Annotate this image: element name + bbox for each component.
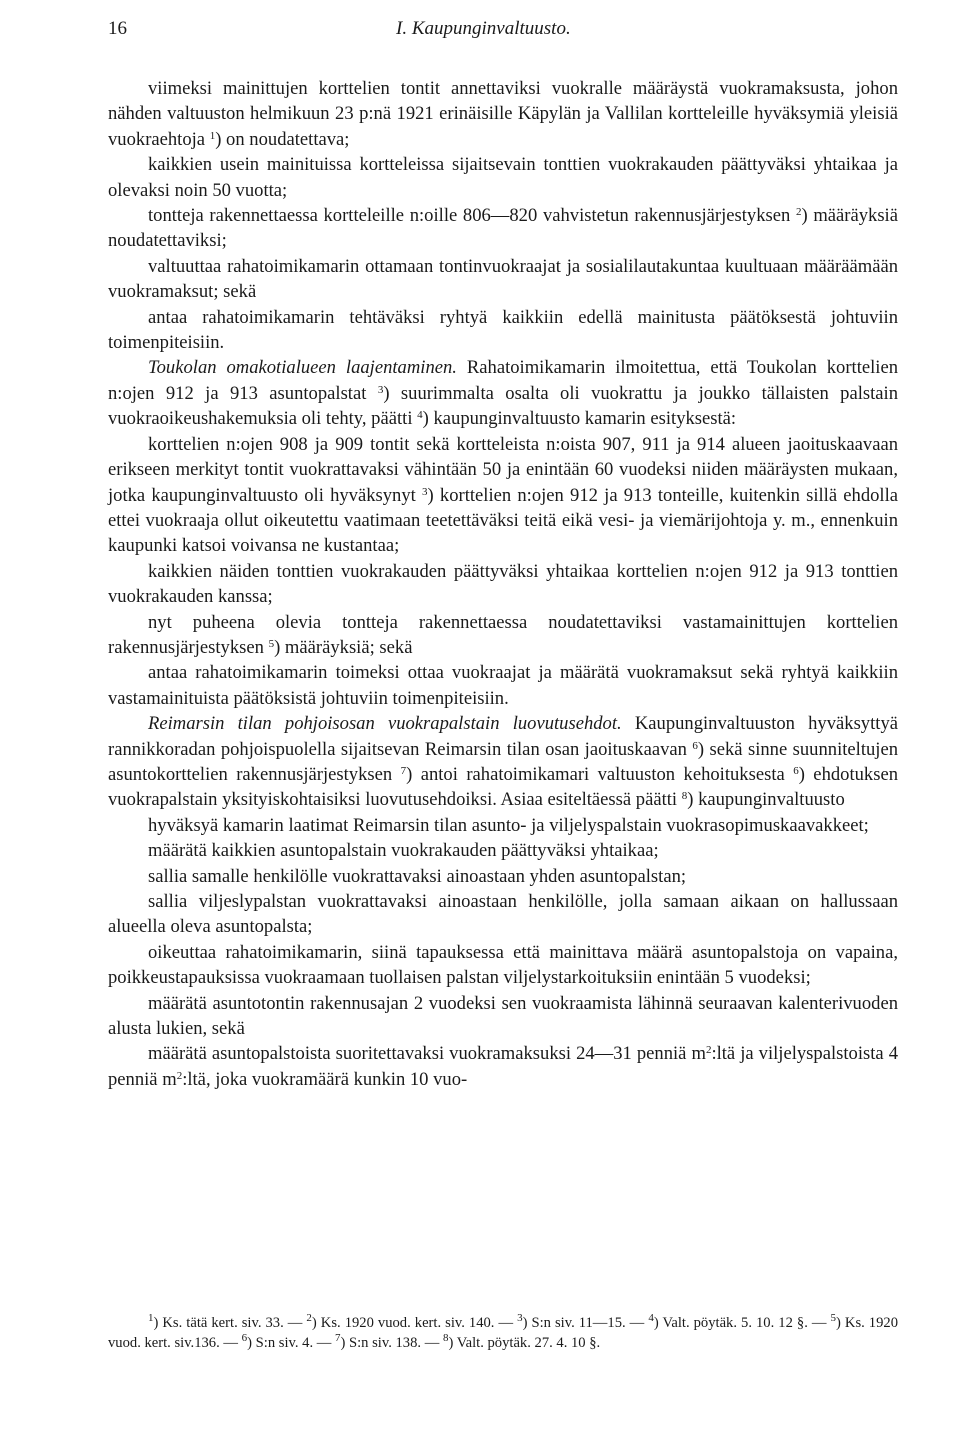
footnote-close: ) <box>247 1334 256 1351</box>
footnote-ref: 2 <box>176 1069 183 1082</box>
text-run: korttelien n:ojen 908 ja 909 tontit sekä kortteleista n:oista 907, 911 ja 914 alueen jaoituskaavaan erikseen merkityt tontit vuokrattavaksi vähintään 50 ja enintään 60 vuodeksi niiden määräysten mukaan, jotka kaupunginvaltuusto oli hyväksynyt <box>108 433 898 506</box>
footnote-ref: 7 <box>400 764 407 777</box>
text-run: ) antoi rahatoimikamari valtuuston kehoituksesta <box>406 763 794 785</box>
paragraph <box>108 203 898 254</box>
text-run: ) sekä sinne suunniteltujen asuntokorttelien rakennusjärjestyksen <box>108 738 898 785</box>
paragraph <box>108 711 898 813</box>
footnotes <box>108 1314 898 1353</box>
text-run: ) suurimmalta osalta oli vuokrattu ja joukko tällaisten palstain vuokraoikeushakemuksia oli tehty, päätti <box>108 382 899 430</box>
footnote-ref: 3 <box>377 383 384 396</box>
footnote-marker: 6 <box>241 1331 248 1344</box>
footnote-text: S:n siv. 138. — <box>349 1334 443 1351</box>
text-run: :ltä, joka vuokramäärä kunkin 10 vuo- <box>182 1068 468 1090</box>
paragraph <box>108 864 898 889</box>
text-run: Kaupunginvaltuuston hyväksyttyä rannikkoradan pohjoispuolella sijaitsevan Reimarsin tilan osan jaoituskaavan <box>108 713 898 760</box>
text-run: kaikkien näiden tonttien vuokrakauden päättyväksi yhtaikaa korttelien n:ojen 912 ja 913 tonttien vuokrakauden kanssa; <box>108 560 898 608</box>
paragraph <box>108 254 898 305</box>
footnote-close: ) <box>311 1315 321 1331</box>
text-run: määrätä asuntotontin rakennusajan 2 vuodeksi sen vuokraamista lähinnä seuraavan kalenterivuoden alusta lukien, sekä <box>108 992 898 1040</box>
footnote-close: ) <box>836 1315 845 1331</box>
paragraph <box>108 660 898 711</box>
paragraph <box>108 76 898 152</box>
footnote-ref: 1 <box>209 129 216 142</box>
footnote-ref: 2 <box>795 206 802 219</box>
footnote-marker: 7 <box>335 1331 341 1344</box>
paragraph <box>108 991 898 1042</box>
text-run: :ltä ja viljelyspalstoista 4 penniä m <box>108 1043 898 1090</box>
footnote-marker: 3 <box>517 1312 523 1324</box>
footnote-marker: 2 <box>306 1312 312 1324</box>
footnote-text: Valt. pöytäk. 5. 10. 12 §. — <box>662 1315 831 1331</box>
footnote-close: ) <box>153 1315 163 1331</box>
footnote-text: Ks. tätä kert. siv. 33. — <box>162 1315 307 1331</box>
paragraph <box>108 813 898 838</box>
paragraph <box>108 432 898 559</box>
footnote-block <box>108 1314 898 1353</box>
footnote-text: S:n siv. 11—15. — <box>531 1315 649 1331</box>
paragraph <box>108 559 898 610</box>
text-run: antaa rahatoimikamarin toimeksi ottaa vuokraajat ja määrätä vuokramaksut sekä ryhtyä kaikkiin vastamainituista päätöksistä johtuviin toimenpiteisiin. <box>108 662 898 709</box>
section-heading: Toukolan omakotialueen laajentaminen. <box>148 357 457 379</box>
paragraph <box>108 940 898 991</box>
footnote-marker: 5 <box>830 1312 837 1324</box>
footnote-text: Ks. 1920 vuod. kert. siv. 140. — <box>320 1315 518 1331</box>
footnote-ref: 6 <box>692 739 698 752</box>
text-run: sallia viljeslypalstan vuokrattavaksi ainoastaan henkilölle, jolla samaan aikaan on hallussaan alueella oleva asuntopalsta; <box>108 891 898 938</box>
footnote-ref: 6 <box>793 764 799 777</box>
paragraph <box>108 152 898 203</box>
text-run: nyt puheena olevia tontteja rakennettaessa noudatettaviksi vastamainittujen korttelien rakennusjärjestyksen <box>108 611 898 658</box>
text-run: ) korttelien n:ojen 912 ja 913 tonteille, kuitenkin sillä ehdolla ettei vuokraaja ollut oikeutettu vaatimaan teetettäväksi teitä eikä vesi- ja viemärijohtoja y. m., ennenkuin kaupunki katsoi voivansa ne kustantaa; <box>108 484 899 557</box>
page-number: 16 <box>108 18 127 39</box>
text-run: ) määräyksiä; sekä <box>274 636 413 658</box>
footnote-marker: 8 <box>442 1331 449 1344</box>
text-run: valtuuttaa rahatoimikamarin ottamaan tontinvuokraajat ja sosialilautakuntaa kuultuaan määräämään vuokramaksut; sekä <box>108 255 898 303</box>
text-run: ) ehdotuksen vuokrapalstain yksityiskohtaisiksi luovutusehdoiksi. Asiaa esiteltäessä päätti <box>108 763 898 811</box>
text-run: kaikkien usein mainituissa kortteleissa sijaitsevain tonttien vuokrakauden päättyväksi yhtaikaa ja olevaksi noin 50 vuotta; <box>108 154 898 201</box>
paragraph <box>108 610 898 661</box>
paragraph <box>108 305 898 356</box>
text-run: tontteja rakennettaessa kortteleille n:oille 806—820 vahvistetun rakennusjärjestyksen <box>148 205 796 227</box>
text-run: antaa rahatoimikamarin tehtäväksi ryhtyä kaikkiin edellä mainitusta päätöksestä johtuviin toimenpiteisiin. <box>108 306 898 354</box>
footnote-ref: 3 <box>422 485 428 498</box>
text-run: Rahatoimikamarin ilmoitettua, että Toukolan korttelien n:ojen 912 ja 913 asuntopalstat <box>108 357 899 404</box>
footnote-close: ) <box>448 1334 457 1351</box>
footnote-ref: 2 <box>705 1044 712 1057</box>
text-run: oikeuttaa rahatoimikamarin, siinä tapauksessa että mainittava määrä asuntopalstoja on vapaina, poikkeustapauksissa vuokraamaan tuollaisen palstan viljelystarkoituksiin enintään 5 vuodeksi; <box>108 941 898 989</box>
footnote-ref: 8 <box>681 790 688 803</box>
text-run: ) kaupunginvaltuusto kamarin esityksestä: <box>422 408 737 430</box>
page-header <box>108 18 898 48</box>
footnote-text: Ks. 1920 vuod. kert. siv.136. — <box>108 1315 898 1351</box>
footnote-close: ) <box>522 1315 532 1331</box>
text-run: ) kaupunginvaltuusto <box>687 789 845 811</box>
paragraph <box>108 1041 898 1092</box>
text-run: viimeksi mainittujen korttelien tontit annettaviksi vuokralle määräystä vuokramaksusta, johon nähden valtuuston helmikuun 23 p:nä 1921 erinäisille Käpylän ja Vallilan kortteleille hyväksymiä yleisiä vuokraehtoja <box>108 78 898 150</box>
footnote-text: S:n siv. 4. — <box>255 1334 335 1351</box>
text-run: ) on noudatettava; <box>215 128 350 150</box>
footnote-text: Valt. pöytäk. 27. 4. 10 §. <box>456 1334 601 1351</box>
footnote-close: ) <box>340 1334 350 1351</box>
paragraph <box>108 838 898 863</box>
footnote-ref: 4 <box>417 409 423 422</box>
footnote-marker: 4 <box>648 1312 654 1324</box>
section-heading: Reimarsin tilan pohjoisosan vuokrapalstain luovutusehdot. <box>148 713 622 735</box>
paragraph <box>108 889 898 940</box>
text-run: ) määräyksiä noudatettaviksi; <box>108 205 898 252</box>
text-run: määrätä kaikkien asuntopalstain vuokrakauden päättyväksi yhtaikaa; <box>148 840 659 862</box>
footnote-line <box>108 1314 898 1353</box>
text-run: sallia samalle henkilölle vuokrattavaksi ainoastaan yhden asuntopalstan; <box>148 865 687 887</box>
footnote-close: ) <box>653 1315 663 1331</box>
paragraph <box>108 355 898 431</box>
text-run: määrätä asuntopalstoista suoritettavaksi vuokramaksuksi 24—31 penniä m <box>148 1043 706 1065</box>
text-run: hyväksyä kamarin laatimat Reimarsin tilan asunto- ja viljelyspalstain vuokrasopimuskaavakkeet; <box>148 814 869 836</box>
footnote-ref: 5 <box>268 637 275 650</box>
running-title: I. Kaupunginvaltuusto. <box>396 18 571 39</box>
body-text <box>108 76 898 1092</box>
footnote-marker: 1 <box>148 1312 154 1324</box>
